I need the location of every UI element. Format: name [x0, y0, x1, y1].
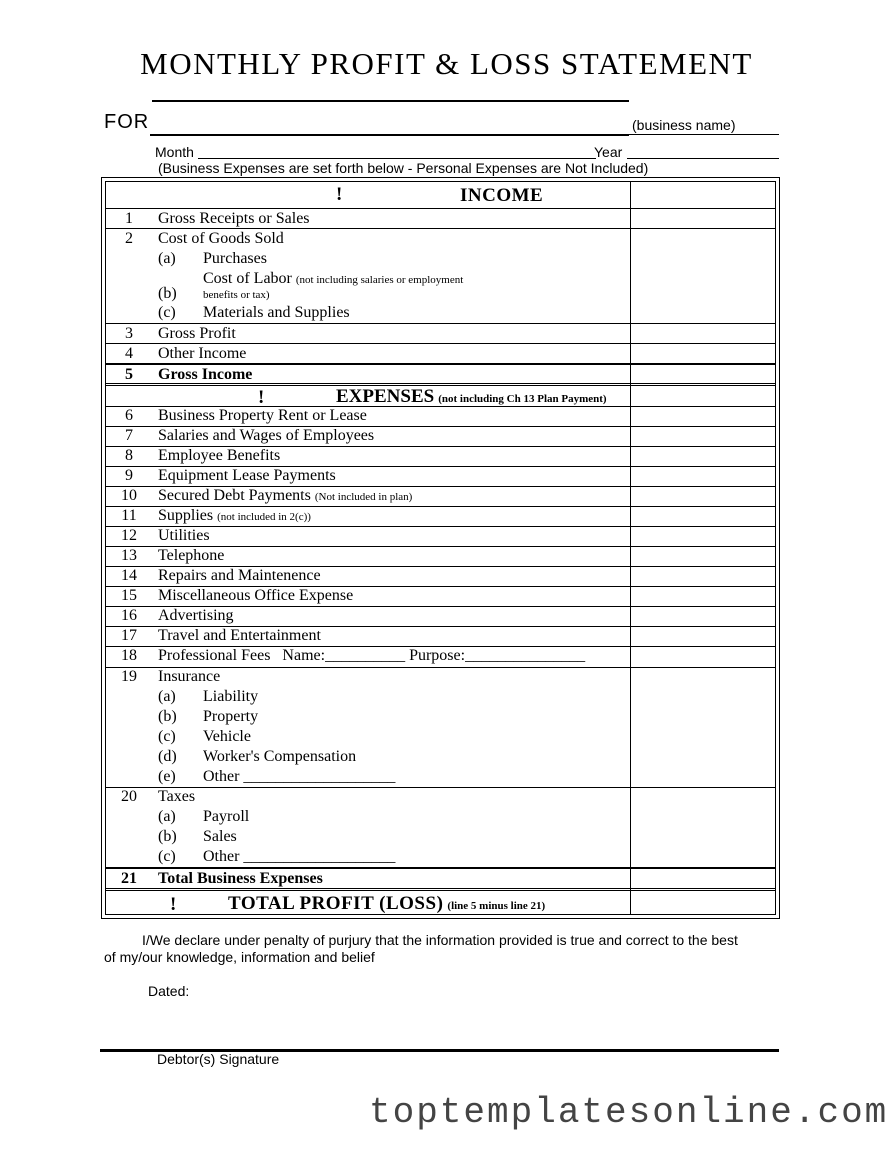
business-name-line-ext	[629, 134, 779, 135]
line-number: 11	[121, 507, 137, 524]
table-row	[106, 867, 775, 888]
line-label: Telephone	[158, 547, 225, 564]
amount-cell-9[interactable]	[631, 467, 775, 486]
line-label: Other Income	[158, 345, 247, 362]
table-row	[106, 787, 775, 867]
amount-cell-10[interactable]	[631, 487, 775, 506]
table-row	[106, 363, 775, 384]
declaration-line-1: I/We declare under penalty of purjury that the information provided is true and correct to the best	[142, 932, 738, 948]
amount-cell-1[interactable]	[631, 209, 775, 228]
table-row	[106, 486, 775, 506]
table-row	[106, 323, 775, 343]
line-number: 3	[125, 325, 133, 342]
line-label: Business Property Rent or Lease	[158, 407, 367, 424]
amount-cell-8[interactable]	[631, 447, 775, 466]
table-row	[106, 343, 775, 363]
line-number: 5	[125, 366, 133, 383]
amount-cell-14[interactable]	[631, 567, 775, 586]
line-number: 21	[121, 870, 137, 887]
line-label: Miscellaneous Office Expense	[158, 587, 354, 604]
amount-cell-16[interactable]	[631, 607, 775, 626]
watermark-text: toptemplatesonline.com	[369, 1092, 889, 1133]
amount-cell-18[interactable]	[631, 647, 775, 666]
table-row	[106, 228, 775, 323]
table-row	[106, 667, 775, 787]
income-heading: INCOME	[460, 185, 544, 206]
line-label: Supplies (not included in 2(c))	[158, 507, 311, 524]
for-label: FOR	[104, 111, 150, 133]
total-marker: !	[170, 894, 177, 915]
line-label: Taxes	[158, 788, 196, 805]
amount-cell-11[interactable]	[631, 507, 775, 526]
signature-label: Debtor(s) Signature	[157, 1051, 280, 1067]
amount-cell-2[interactable]	[631, 229, 775, 323]
amount-cell-13[interactable]	[631, 547, 775, 566]
amount-cell-12[interactable]	[631, 527, 775, 546]
line-label: Gross Receipts or Sales	[158, 210, 310, 227]
sub-item: (d) Worker's Compensation	[158, 748, 357, 765]
month-label: Month	[155, 144, 194, 160]
table-row	[106, 208, 775, 228]
line-label: Travel and Entertainment	[158, 627, 321, 644]
line-number: 17	[121, 627, 137, 644]
year-label: Year	[594, 144, 623, 160]
line-number: 8	[125, 447, 133, 464]
line-number: 18	[121, 647, 137, 664]
table-row	[106, 646, 775, 666]
table-row	[106, 406, 775, 426]
line-number: 13	[121, 547, 137, 564]
amount-cell-21[interactable]	[631, 869, 775, 888]
table-row	[106, 586, 775, 606]
dated-label: Dated:	[148, 983, 190, 999]
expenses-heading: EXPENSES (not including Ch 13 Plan Payment)	[336, 386, 607, 407]
line-label: Insurance	[158, 668, 221, 685]
line-label: Employee Benefits	[158, 447, 281, 464]
line-number: 10	[121, 487, 137, 504]
table-row	[106, 566, 775, 586]
profit-loss-table	[101, 177, 780, 919]
business-name-label: (business name)	[632, 117, 736, 133]
sub-item: (a) Liability	[158, 688, 259, 705]
sub-item: Cost of Labor (not including salaries or employment	[203, 270, 464, 287]
amount-cell-20[interactable]	[631, 788, 775, 867]
line-number: 16	[121, 607, 137, 624]
amount-cell-17[interactable]	[631, 627, 775, 646]
sub-item: (c) Other ___________________	[158, 848, 396, 865]
amount-cell-4[interactable]	[631, 344, 775, 363]
business-expense-note: (Business Expenses are set forth below - Personal Expenses are Not Included)	[158, 160, 649, 176]
amount-cell-15[interactable]	[631, 587, 775, 606]
line-label: Total Business Expenses	[158, 870, 323, 887]
sub-item: (a) Purchases	[158, 250, 267, 267]
table-row	[106, 626, 775, 646]
line-label: Equipment Lease Payments	[158, 467, 336, 484]
total-label: TOTAL PROFIT (LOSS) (line 5 minus line 21)	[228, 893, 546, 914]
table-row	[106, 426, 775, 446]
table-row	[106, 606, 775, 626]
line-label: Advertising	[158, 607, 234, 624]
table-row	[106, 446, 775, 466]
amount-cell-5[interactable]	[631, 365, 775, 384]
income-header-row	[106, 182, 775, 208]
line-number: 9	[125, 467, 133, 484]
line-label: Gross Profit	[158, 325, 236, 342]
expenses-header-row	[106, 383, 775, 408]
amount-cell-6[interactable]	[631, 407, 775, 426]
income-marker: !	[336, 184, 343, 205]
amount-cell-19[interactable]	[631, 668, 775, 787]
amount-cell-total[interactable]	[631, 891, 775, 919]
line-number: 4	[125, 345, 133, 362]
business-name-field[interactable]	[150, 134, 629, 136]
table-row	[106, 546, 775, 566]
line-number: 1	[125, 210, 133, 227]
line-number: 12	[121, 527, 137, 544]
line-label: Cost of Goods Sold	[158, 230, 284, 247]
sub-item: (b) Sales	[158, 828, 237, 845]
sub-item: (a) Payroll	[158, 808, 250, 825]
line-number: 6	[125, 407, 133, 424]
table-row	[106, 506, 775, 526]
line-label: Professional Fees Name:__________ Purpose:_______________	[158, 647, 586, 664]
amount-cell-7[interactable]	[631, 427, 775, 446]
line-label: Secured Debt Payments (Not included in plan)	[158, 487, 413, 504]
sub-item: (b) Property	[158, 708, 259, 725]
sub-item: (e) Other ___________________	[158, 768, 396, 785]
table-row	[106, 526, 775, 546]
line-number: 20	[121, 788, 137, 805]
sub-item: (c) Materials and Supplies	[158, 304, 350, 321]
line-label: Salaries and Wages of Employees	[158, 427, 375, 444]
line-label: Gross Income	[158, 366, 253, 383]
month-field[interactable]	[198, 158, 596, 159]
line-number: 2	[125, 230, 133, 247]
declaration-line-2: of my/our knowledge, information and belief	[104, 949, 375, 965]
amount-cell-3[interactable]	[631, 324, 775, 343]
line-number: 7	[125, 427, 133, 444]
table-row	[106, 466, 775, 486]
line-label: Repairs and Maintenence	[158, 567, 321, 584]
total-profit-row	[106, 888, 775, 919]
year-field[interactable]	[627, 158, 779, 159]
sub-item: (b) benefits or tax)	[158, 285, 270, 302]
title-underline	[152, 100, 629, 102]
line-number: 14	[121, 567, 137, 584]
sub-item: (c) Vehicle	[158, 728, 251, 745]
line-label: Utilities	[158, 527, 210, 544]
page-title: MONTHLY PROFIT & LOSS STATEMENT	[140, 46, 753, 81]
expenses-marker: !	[258, 387, 265, 408]
line-number: 19	[121, 668, 137, 685]
line-number: 15	[121, 587, 137, 604]
